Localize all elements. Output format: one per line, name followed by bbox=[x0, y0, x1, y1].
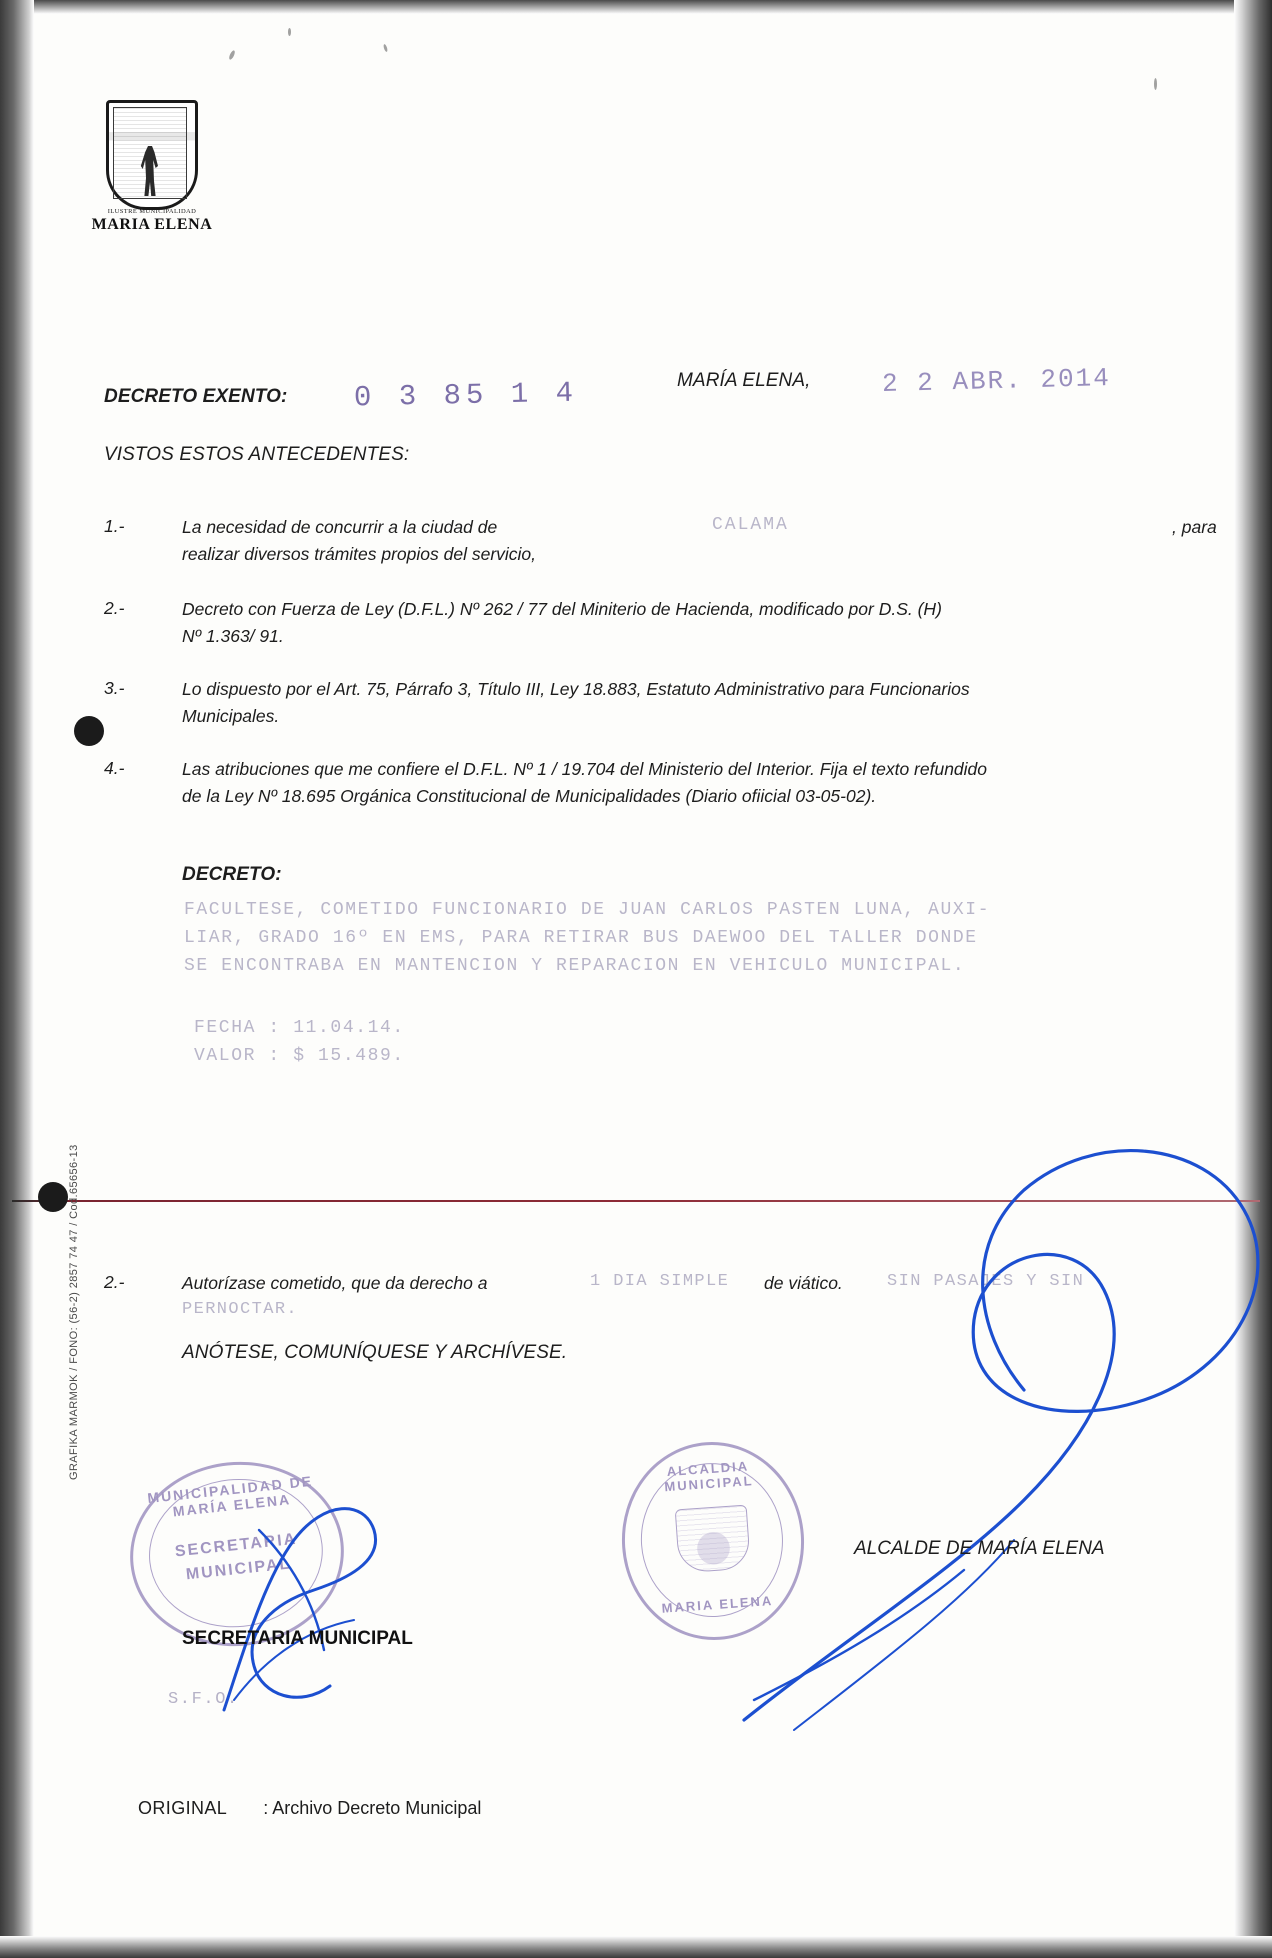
date-stamp: 2 2 ABR. 2014 bbox=[881, 363, 1112, 399]
item-text: Decreto con Fuerza de Ley (D.F.L.) Nº 262 / 77 del Miniterio de Hacienda, modificado por D.S. (H) bbox=[182, 599, 942, 619]
authorization-text: Autorízase cometido, que da derecho a bbox=[182, 1273, 488, 1293]
item-text-line2: realizar diversos trámites propios del servicio, bbox=[182, 544, 537, 564]
vistos-heading: VISTOS ESTOS ANTECEDENTES: bbox=[104, 444, 410, 465]
document-lower-section bbox=[34, 0, 1234, 1922]
item-text: La necesidad de concurrir a la ciudad de bbox=[182, 517, 498, 537]
item-text-line2: de la Ley Nº 18.695 Orgánica Constitucional de Municipalidades (Diario ofiicial 03-05-02). bbox=[182, 786, 877, 806]
item-text: Lo dispuesto por el Art. 75, Párrafo 3, Título III, Ley 18.883, Estatuto Administrativo para Funcionarios bbox=[182, 679, 970, 699]
crest-caption-small: ILUSTRE MUNICIPALIDAD bbox=[107, 208, 197, 215]
typed-note-1: SIN PASAJES Y SIN bbox=[887, 1272, 1085, 1291]
stamp-line-2: MUNICIPAL bbox=[185, 1555, 293, 1584]
typed-initials: S.F.O. bbox=[168, 1690, 239, 1709]
stamp-outer-text: MUNICIPALIDAD DE MARÍA ELENA bbox=[146, 1472, 314, 1520]
stamp-top-text: ALCALDIA MUNICIPAL bbox=[663, 1458, 755, 1495]
item-text-suffix: , para bbox=[1172, 517, 1217, 537]
item-text-line2: Nº 1.363/ 91. bbox=[182, 626, 284, 646]
item-number: 2.- bbox=[104, 598, 125, 618]
item-text: Las atribuciones que me confiere el D.F.L. Nº 1 / 19.704 del Ministerio del Interior. Fija el texto refundido bbox=[182, 759, 988, 779]
item-number: 4.- bbox=[104, 758, 125, 778]
decreto-label: DECRETO: bbox=[182, 864, 282, 885]
alcaldia-municipal-stamp bbox=[615, 1436, 810, 1646]
typed-city-value: CALAMA bbox=[712, 515, 789, 535]
secretaria-signature-label: SECRETARIA MUNICIPAL bbox=[182, 1628, 413, 1649]
decreto-fecha-line: FECHA : 11.04.14. bbox=[194, 1018, 405, 1038]
copy-distribution-line bbox=[138, 1798, 481, 1819]
decreto-valor-line: VALOR : $ 15.489. bbox=[194, 1046, 405, 1066]
item-number: 3.- bbox=[104, 678, 125, 698]
decreto-typed-line-2: LIAR, GRADO 16º EN EMS, PARA RETIRAR BUS DAEWOO DEL TALLER DONDE bbox=[184, 928, 978, 948]
typed-note-2: PERNOCTAR. bbox=[182, 1300, 299, 1319]
alcalde-signature-label: ALCALDE DE MARÍA ELENA bbox=[854, 1538, 1105, 1559]
decreto-typed-line-3: SE ENCONTRABA EN MANTENCION Y REPARACION EN VEHICULO MUNICIPAL. bbox=[184, 956, 966, 976]
alcalde-signature bbox=[724, 1100, 1272, 1740]
stamp-bottom-text: MARIA ELENA bbox=[661, 1592, 774, 1616]
scan-edge-left bbox=[0, 0, 34, 1958]
stamp-line-1: SECRETARIA bbox=[174, 1530, 299, 1561]
copy-key: ORIGINAL bbox=[138, 1798, 228, 1818]
typed-days-value: 1 DIA SIMPLE bbox=[590, 1272, 730, 1291]
scan-edge-right bbox=[1234, 0, 1272, 1958]
copy-value: : Archivo Decreto Municipal bbox=[263, 1798, 482, 1818]
item-number: 1.- bbox=[104, 516, 125, 536]
authorization-text-suffix: de viático. bbox=[764, 1273, 843, 1293]
secretaria-municipal-stamp bbox=[121, 1451, 353, 1656]
item-text-line2: Municipales. bbox=[182, 706, 280, 726]
crest-caption-large: MARIA ELENA bbox=[91, 216, 213, 233]
authorization-number: 2.- bbox=[104, 1272, 125, 1292]
closing-statement: ANÓTESE, COMUNÍQUESE Y ARCHÍVESE. bbox=[182, 1342, 568, 1363]
scan-edge-bottom bbox=[0, 1936, 1272, 1958]
decree-number-stamp: 0 3 85 1 4 bbox=[353, 376, 579, 415]
printer-margin-text: GRAFIKA MARMOK / FONO: (56-2) 2857 74 47 / Cod.65656-13 bbox=[68, 1144, 80, 1480]
place-label: MARÍA ELENA, bbox=[677, 370, 811, 391]
decreto-typed-line-1: FACULTESE, COMETIDO FUNCIONARIO DE JUAN CARLOS PASTEN LUNA, AUXI- bbox=[184, 900, 991, 920]
decree-label: DECRETO EXENTO: bbox=[104, 386, 288, 407]
